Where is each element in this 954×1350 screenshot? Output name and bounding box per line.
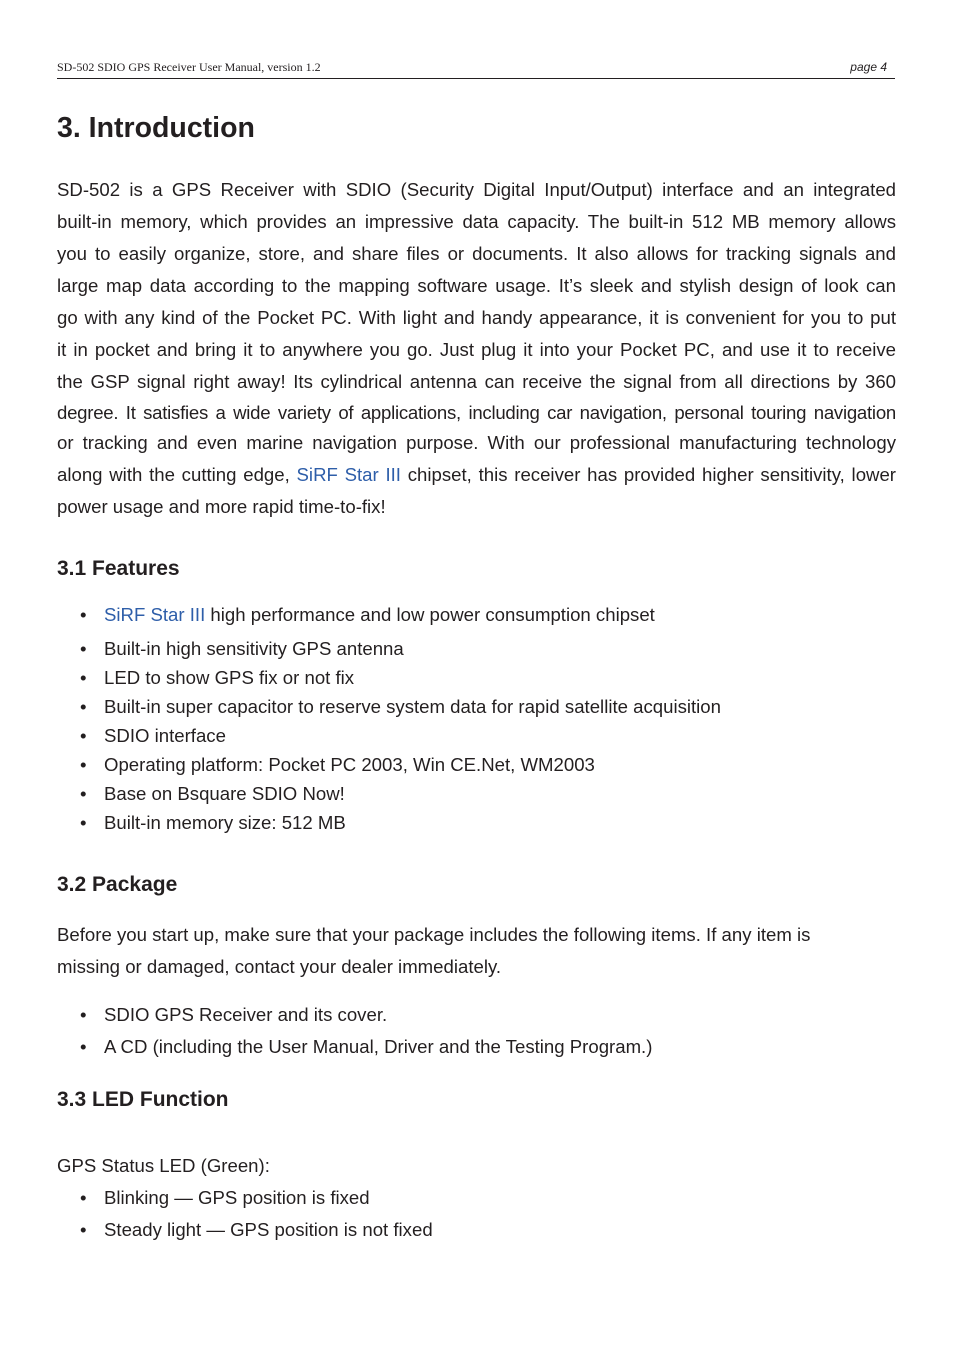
bullet-icon: •	[80, 754, 87, 775]
bullet-icon: •	[80, 1004, 87, 1025]
intro-line: it in pocket and bring it to anywhere you go. Just plug it into your Pocket PC, and use it to receive	[57, 339, 896, 360]
section-heading-led-function: 3.3 LED Function	[57, 1088, 229, 1111]
intro-line: large map data according to the mapping software usage. It’s sleek and stylish design of look can	[57, 275, 896, 296]
package-line: missing or damaged, contact your dealer immediately.	[57, 956, 502, 977]
intro-line: degree. It satisfies a wide variety of applications, including car navigation, personal touring navigation	[57, 402, 896, 423]
intro-line: or tracking and even marine navigation purpose. With our professional manufacturing technology	[57, 432, 896, 453]
list-item	[57, 808, 721, 837]
bullet-icon: •	[80, 638, 87, 659]
package-item-text: SDIO GPS Receiver and its cover.	[104, 1004, 388, 1025]
bullet-icon: •	[80, 783, 87, 804]
list-item	[57, 779, 721, 808]
list-item	[57, 634, 721, 663]
list-item	[57, 750, 721, 779]
feature-text: Built-in memory size: 512 MB	[104, 812, 346, 833]
feature-text: Built-in high sensitivity GPS antenna	[104, 638, 404, 659]
bullet-icon: •	[80, 1187, 87, 1208]
list-item	[57, 600, 721, 634]
package-item-text: A CD (including the User Manual, Driver and the Testing Program.)	[104, 1036, 653, 1057]
bullet-icon: •	[80, 1036, 87, 1057]
sirf-star-iii-link[interactable]: SiRF Star III	[104, 604, 206, 625]
section-heading-features: 3.1 Features	[57, 557, 180, 580]
feature-text: LED to show GPS fix or not fix	[104, 667, 355, 688]
page-header	[57, 58, 895, 79]
feature-text: Base on Bsquare SDIO Now!	[104, 783, 345, 804]
package-list	[57, 999, 652, 1063]
section-heading-package: 3.2 Package	[57, 873, 178, 896]
intro-line: SD-502 is a GPS Receiver with SDIO (Security Digital Input/Output) interface and an integrated	[57, 179, 896, 200]
led-status-text: GPS Status LED (Green):	[57, 1155, 270, 1176]
list-item	[57, 1031, 652, 1063]
sirf-star-iii-link[interactable]: SiRF Star III	[296, 464, 401, 485]
intro-text: chipset, this receiver has provided higher sensitivity, lower	[400, 464, 896, 485]
package-line: Before you start up, make sure that your package includes the following items. If any item is	[57, 924, 811, 945]
header-doc-title: SD-502 SDIO GPS Receiver User Manual, version 1.2	[57, 60, 321, 74]
list-item	[57, 692, 721, 721]
intro-line: the GSP signal right away! Its cylindrical antenna can receive the signal from all directions by 360	[57, 371, 896, 392]
features-list	[57, 600, 721, 837]
intro-text: along with the cutting edge,	[57, 464, 297, 485]
intro-line: go with any kind of the Pocket PC. With light and handy appearance, it is convenient for you to put	[57, 307, 896, 328]
list-item	[57, 663, 721, 692]
bullet-icon: •	[80, 696, 87, 717]
bullet-icon: •	[80, 812, 87, 833]
bullet-icon: •	[80, 1219, 87, 1240]
led-status-label	[57, 1150, 896, 1182]
bullet-icon: •	[80, 667, 87, 688]
section-heading-introduction: 3. Introduction	[57, 112, 255, 144]
feature-text: high performance and low power consumption chipset	[205, 604, 655, 625]
intro-line: you to easily organize, store, and share files or documents. It also allows for tracking signals and	[57, 243, 896, 264]
feature-text: Built-in super capacitor to reserve system data for rapid satellite acquisition	[104, 696, 721, 717]
intro-line: power usage and more rapid time-to-fix!	[57, 496, 386, 517]
list-item	[57, 999, 652, 1031]
list-item	[57, 721, 721, 750]
package-paragraph	[57, 919, 896, 983]
led-list	[57, 1182, 433, 1246]
bullet-icon: •	[80, 725, 87, 746]
bullet-icon: •	[80, 604, 87, 625]
feature-text: Operating platform: Pocket PC 2003, Win CE.Net, WM2003	[104, 754, 595, 775]
introduction-paragraph	[57, 174, 896, 523]
header-page-number: page 4	[850, 60, 887, 74]
list-item	[57, 1182, 433, 1214]
feature-text: SDIO interface	[104, 725, 226, 746]
led-item-text: Blinking — GPS position is fixed	[104, 1187, 370, 1208]
intro-line: built-in memory, which provides an impressive data capacity. The built-in 512 MB memory allows	[57, 211, 896, 232]
intro-line	[57, 459, 896, 491]
led-item-text: Steady light — GPS position is not fixed	[104, 1219, 433, 1240]
list-item	[57, 1214, 433, 1246]
